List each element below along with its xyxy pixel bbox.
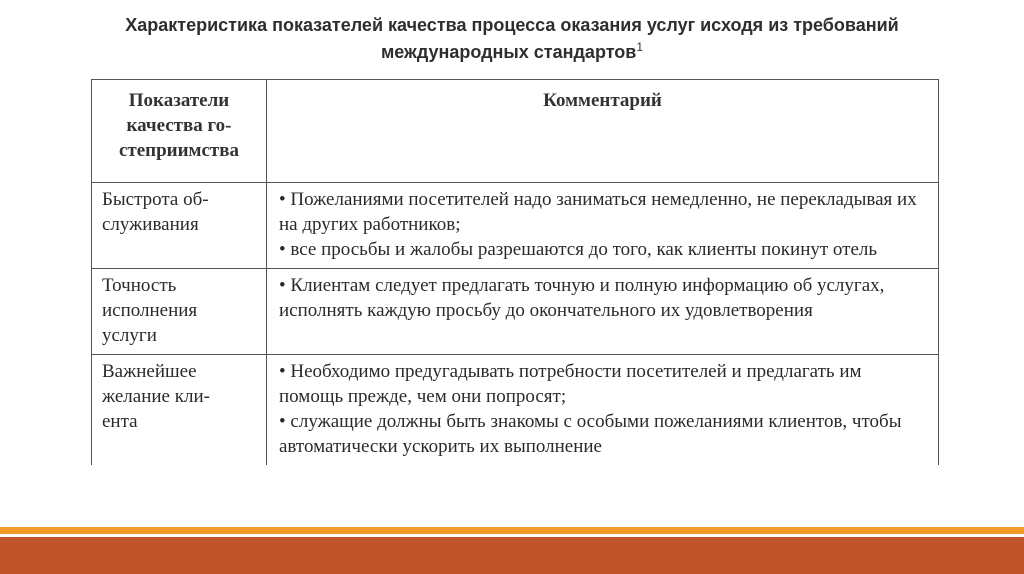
- comment-cell: [267, 183, 939, 269]
- title-line-1: Характеристика показателей качества процесса оказания услуг исходя из требований: [125, 15, 899, 35]
- indicator-line: услуги: [102, 325, 157, 346]
- table-row: [92, 183, 939, 269]
- table-row: [92, 355, 939, 466]
- accent-band-rust: [0, 537, 1024, 574]
- indicator-line: служивания: [102, 214, 199, 235]
- header-comment: Комментарий: [267, 80, 939, 183]
- indicator-line: ента: [102, 411, 138, 432]
- header-indicators: [92, 80, 267, 183]
- indicator-cell: [92, 183, 267, 269]
- header-indicators-line: Показатели: [128, 90, 230, 111]
- title-line-2-text: международных стандартов: [380, 42, 637, 62]
- title-line-2: [0, 39, 1024, 66]
- comment-bullet: • все просьбы и жалобы разрешаются до того, как клиенты покинут отель: [279, 239, 878, 260]
- page-title: [0, 12, 1024, 66]
- footnote-marker: 1: [636, 40, 644, 54]
- header-indicators-line: качества го-: [126, 115, 232, 136]
- comment-bullet: • Необходимо предугадывать потребности посетителей и предлагать им помощь прежде, чем они попросят;: [279, 361, 862, 407]
- accent-stripe-orange: [0, 527, 1024, 534]
- indicator-line: Точность: [102, 275, 177, 296]
- indicator-cell: [92, 355, 267, 466]
- indicator-line: Быстрота об-: [102, 189, 209, 210]
- table-header-row: [92, 80, 939, 183]
- comment-bullet: • Пожеланиями посетителей надо заниматься немедленно, не перекладывая их на других работников;: [279, 189, 917, 235]
- comment-cell: [267, 269, 939, 355]
- table-row: [92, 269, 939, 355]
- quality-indicators-table: [91, 79, 939, 465]
- comment-cell: [267, 355, 939, 466]
- header-indicators-line: степриимства: [118, 140, 240, 161]
- indicator-line: желание кли-: [102, 386, 210, 407]
- indicator-line: исполнения: [102, 300, 198, 321]
- indicator-line: Важнейшее: [102, 361, 197, 382]
- comment-bullet: • служащие должны быть знакомы с особыми пожеланиями клиентов, чтобы автоматически ускорить их выполнение: [279, 411, 902, 457]
- comment-bullet: • Клиентам следует предлагать точную и полную информацию об услугах, исполнять каждую просьбу до окончательного их удовлетворения: [279, 275, 885, 321]
- indicator-cell: [92, 269, 267, 355]
